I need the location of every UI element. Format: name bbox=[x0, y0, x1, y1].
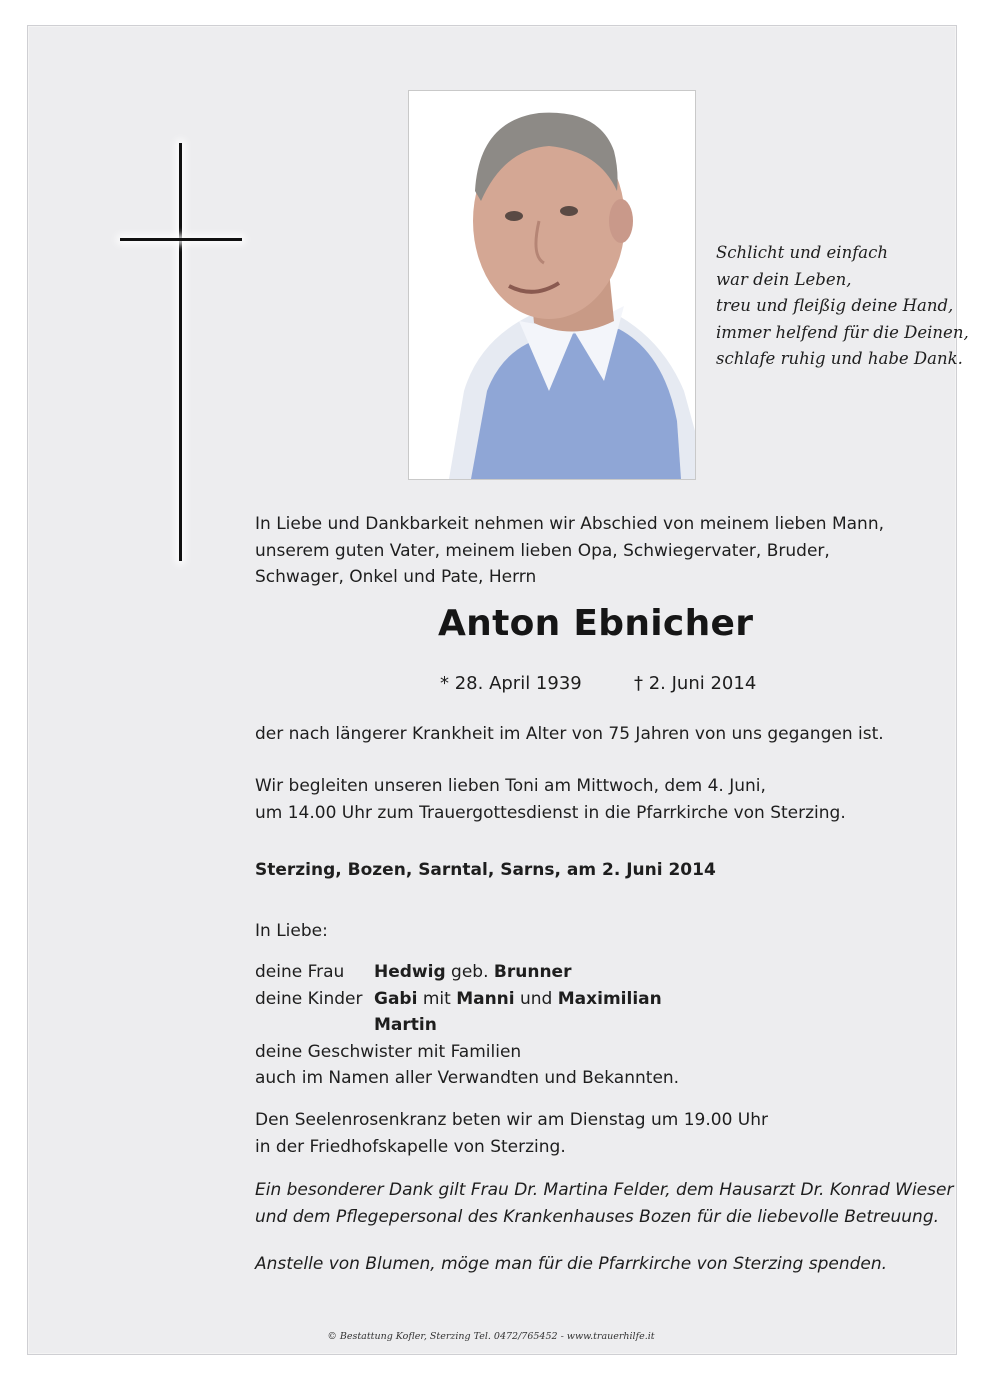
in-liebe-label bbox=[255, 918, 955, 945]
birth-date: * 28. April 1939 bbox=[440, 673, 582, 694]
thanks-line: und dem Pflegepersonal des Krankenhauses Bozen für die liebevolle Betreuung. bbox=[255, 1206, 940, 1227]
intro-line: In Liebe und Dankbarkeit nehmen wir Abschied von meinem lieben Mann, bbox=[255, 514, 885, 534]
rosary-line: Den Seelenrosenkranz beten wir am Dienstag um 19.00 Uhr bbox=[255, 1110, 769, 1130]
family-list bbox=[255, 959, 955, 1092]
footer-credit: © Bestattung Kofler, Sterzing Tel. 0472/765452 - www.trauerhilfe.it bbox=[327, 1331, 655, 1342]
poem-line: schlafe ruhig und habe Dank. bbox=[716, 349, 963, 368]
place-date bbox=[255, 857, 955, 884]
deceased-name: Anton Ebnicher bbox=[438, 603, 754, 644]
child-name: Gabi bbox=[374, 988, 418, 1009]
portrait-photo bbox=[408, 90, 696, 480]
poem bbox=[716, 240, 969, 373]
partner-name: Manni bbox=[456, 988, 515, 1009]
wife-label: deine Frau bbox=[255, 962, 345, 982]
wife-value bbox=[374, 959, 571, 986]
und-text: und bbox=[514, 988, 558, 1009]
cross-icon-horizontal bbox=[120, 238, 242, 241]
family-row-children-2 bbox=[255, 1012, 955, 1039]
family-row-relatives bbox=[255, 1065, 955, 1092]
cross-icon-vertical bbox=[179, 143, 182, 561]
geb-text: geb. bbox=[445, 962, 494, 982]
children-value bbox=[374, 986, 662, 1013]
funeral-line: Wir begleiten unseren lieben Toni am Mittwoch, dem 4. Juni, bbox=[255, 776, 766, 796]
wife-name: Hedwig bbox=[374, 962, 446, 982]
death-date: † 2. Juni 2014 bbox=[634, 673, 757, 694]
child-name: Maximilian bbox=[557, 988, 662, 1009]
poem-line: treu und fleißig deine Hand, bbox=[716, 296, 954, 315]
flowers-line: Anstelle von Blumen, möge man für die Pfarrkirche von Sterzing spenden. bbox=[255, 1254, 888, 1274]
relatives-text: auch im Namen aller Verwandten und Bekannten. bbox=[255, 1068, 680, 1088]
thanks-line: Ein besonderer Dank gilt Frau Dr. Martina Felder, dem Hausarzt Dr. Konrad Wieser bbox=[255, 1180, 954, 1200]
poem-line: Schlicht und einfach bbox=[716, 243, 889, 262]
place-date-line: Sterzing, Bozen, Sarntal, Sarns, am 2. Juni 2014 bbox=[255, 860, 716, 880]
in-liebe-line: In Liebe: bbox=[255, 921, 328, 941]
funeral-text bbox=[255, 773, 955, 826]
flowers-text bbox=[255, 1251, 955, 1278]
intro-text bbox=[255, 511, 955, 591]
rosary-text bbox=[255, 1107, 955, 1160]
mit-text: mit bbox=[417, 988, 457, 1009]
rosary-line: in der Friedhofskapelle von Sterzing. bbox=[255, 1136, 566, 1157]
siblings-text: deine Geschwister mit Familien bbox=[255, 1041, 522, 1062]
passing-line: der nach längerer Krankheit im Alter von 75 Jahren von uns gegangen ist. bbox=[255, 724, 884, 744]
poem-line: war dein Leben, bbox=[716, 269, 852, 289]
intro-line: Schwager, Onkel und Pate, Herrn bbox=[255, 567, 537, 587]
thanks-text bbox=[255, 1177, 955, 1230]
child-name: Martin bbox=[374, 1015, 437, 1035]
family-row-siblings bbox=[255, 1039, 955, 1066]
portrait-illustration bbox=[409, 91, 695, 479]
family-row-wife bbox=[255, 959, 955, 986]
family-row-children bbox=[255, 986, 955, 1013]
poem-line: immer helfend für die Deinen, bbox=[716, 322, 969, 342]
wife-maiden-name: Brunner bbox=[493, 962, 572, 982]
intro-line: unserem guten Vater, meinem lieben Opa, Schwiegervater, Bruder, bbox=[255, 540, 830, 561]
funeral-line: um 14.00 Uhr zum Trauergottesdienst in die Pfarrkirche von Sterzing. bbox=[255, 802, 846, 823]
passing-text bbox=[255, 721, 955, 748]
children-label: deine Kinder bbox=[255, 988, 363, 1009]
